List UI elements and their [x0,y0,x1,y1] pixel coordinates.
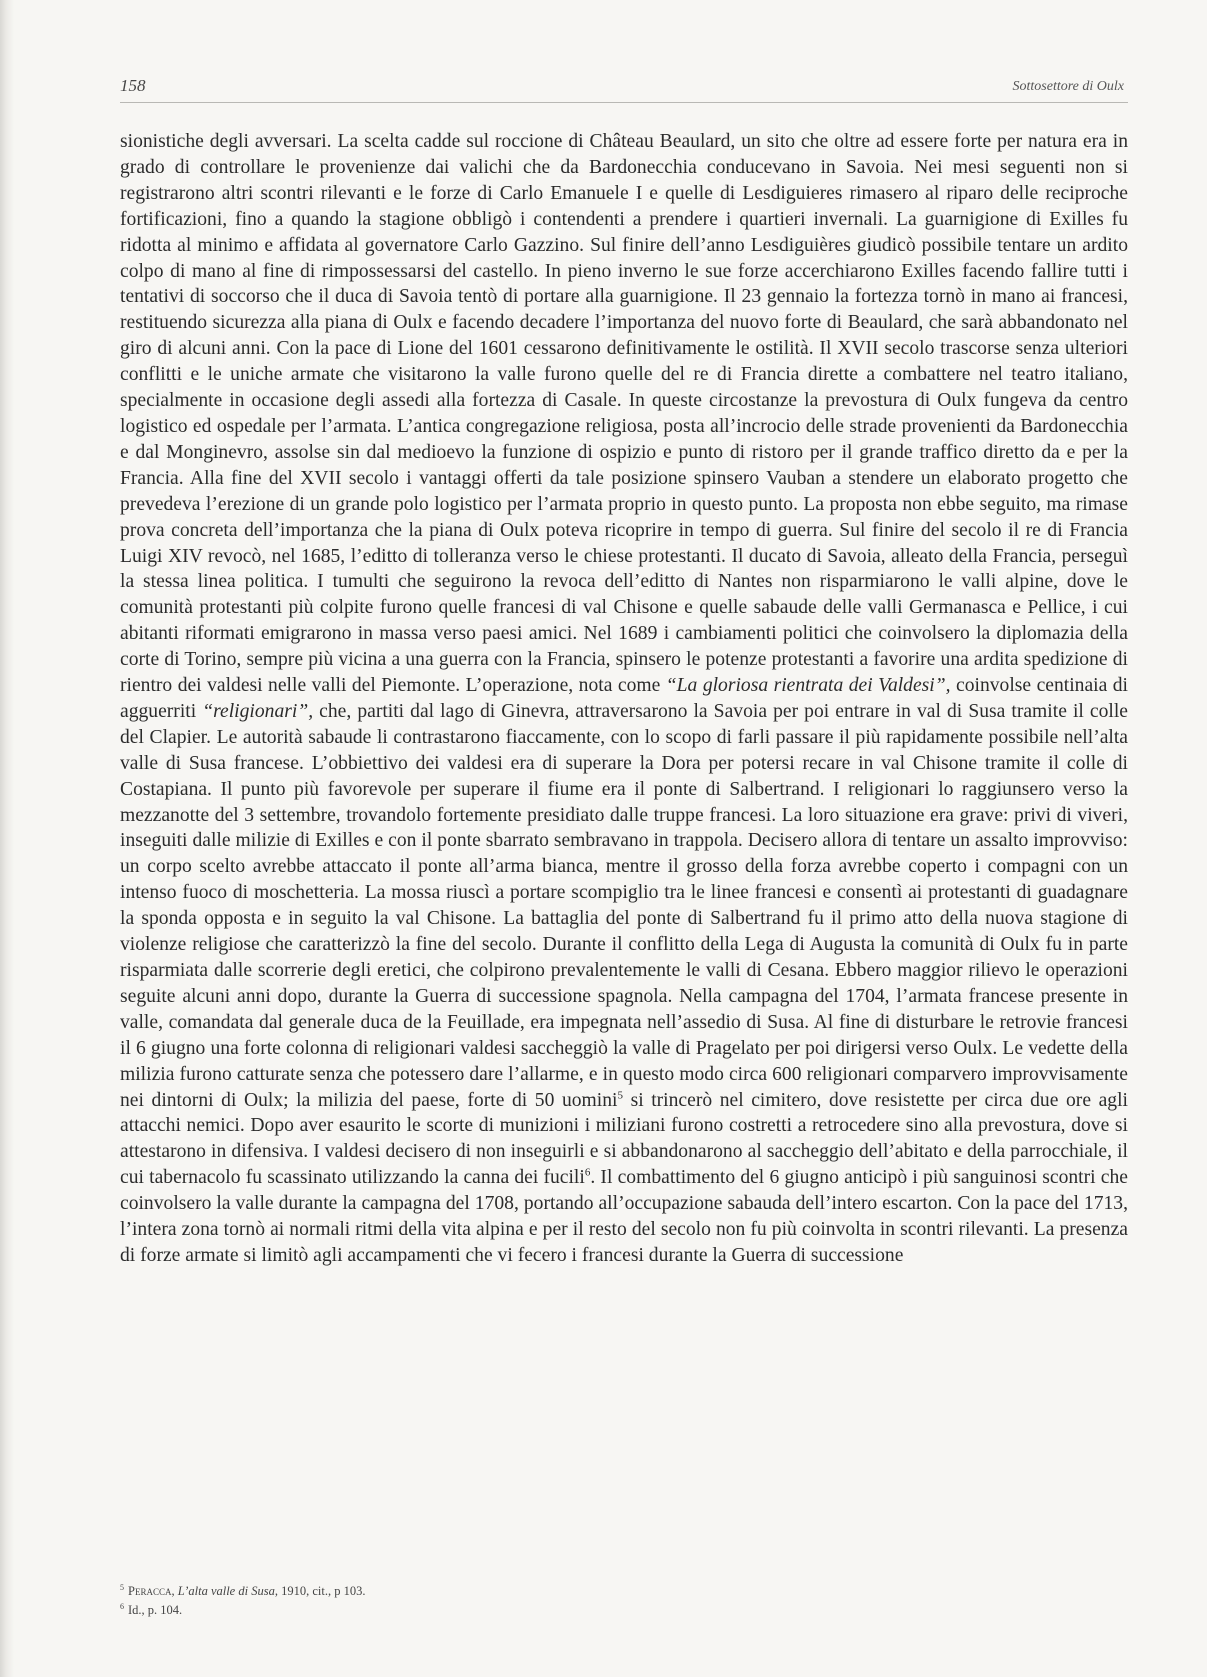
page-number: 158 [120,76,146,95]
footnote-mark: 5 [120,1582,124,1592]
running-title: Sottosettore di Oulx [1012,79,1124,94]
footnote-text: Id., p. 104. [128,1603,183,1617]
text-segment: si trincerò nel cimitero, dove resistette per circa due ore agli attacchi nemici. Dopo aver esaurito le scorte di munizioni i miliziani furono costretti a retrocedere sino alla prevostura, dove si attestarono in difensiva. I valdesi decisero di non inseguirli e si abbandonarono al saccheggio dell’abitato e della parrocchiale, il cui tabernacolo fu scassinato utilizzando la canna dei fucili [120,1089,1128,1189]
footnote-rest: , 1910, cit., p 103. [274,1584,366,1598]
text-segment: sionistiche degli avversari. La scelta cadde sul roccione di Château Beaulard, un sito che oltre ad essere forte per natura era in grado di controllare le provenienze dai valichi che da Bardonecchia conducevano in Savoia. Nei mesi seguenti non si registrarono altri scontri rilevanti e le forze di Carlo Emanuele I e quelle di Lesdiguieres rimasero al riparo delle reciproche fortificazioni, fino a quando la stagione obbligò i contendenti a prendere i quartieri invernali. La guarnigione di Exilles fu ridotta al minimo e affidata al governatore Carlo Gazzino. Sul finire dell’anno Lesdiguières giudicò possibile tentare un ardito colpo di mano al fine di rimpossessarsi del castello. In pieno inverno le sue forze accerchiarono Exilles facendo fallire tutti i tentativi di soccorso che il duca di Savoia tentò di portare alla guarnigione. Il 23 gennaio la fortezza tornò in mano ai francesi, restituendo sicurezza alla piana di Oulx e facendo decadere l’importanza del nuovo forte di Beaulard, che sarà abbandonato nel giro di alcuni anni. Con la pace di Lione del 1601 cessarono definitivamente le ostilità. Il XVII secolo trascorse senza ulteriori conflitti e le uniche armate che visitarono la valle furono quelle del re di Francia dirette a combattere nel teatro italiano, specialmente in occasione degli assedi alla fortezza di Casale. In queste circostanze la prevostura di Oulx fungeva da centro logistico ed ospedale per l’armata. L’antica congregazione religiosa, posta all’incrocio delle strade provenienti da Bardonecchia e dal Monginevro, assolse sin dal medioevo la funzione di ospizio e punto di ristoro per il grande traffico diretto da e per la Francia. Alla fine del XVII secolo i vantaggi offerti da tale posizione spinsero Vauban a stendere un elaborato progetto che prevedeva l’erezione di un grande polo logistico per l’armata proprio in questo punto. La proposta non ebbe seguito, ma rimase prova concreta dell’importanza che la piana di Oulx poteva ricoprire in tempo di guerra. Sul finire del secolo il re di Francia Luigi XIV revocò, nel 1685, l’editto di tolleranza verso le chiese protestanti. Il ducato di Savoia, alleato della Francia, perseguì la stessa linea politica. I tumulti che seguirono la revoca dell’editto di Nantes non risparmiarono le valli alpine, dove le comunità protestanti più colpite furono quelle francesi di val Chisone e quelle sabaude delle valli Germanasca e Pellice, i cui abitanti riformati emigrarono in massa verso paesi amici. Nel 1689 i cambiamenti politici che coinvolsero la diplomazia della corte di Torino, sempre più vicina a una guerra con la Francia, spinsero le potenze protestanti a favorire una ardita spedizione di rientro dei valdesi nelle valli del Piemonte. L’operazione, nota come [120,131,1128,697]
text-segment: coinvolse centinaia di agguerriti [120,675,1128,722]
text-segment: che, partiti dal lago di Ginevra, attraversarono la Savoia per poi entrare in val di Susa tramite il colle del Clapier. Le autorità sabaude li contrastarono fiaccamente, con lo scopo di farli passare il più rapidamente possibile nell’alta valle di Susa francese. L’obbiettivo dei valdesi era di superare la Dora per potersi recare in val Chisone tramite il colle di Costapiana. Il punto più favorevole per superare il fiume era il ponte di Salbertrand. I religionari lo raggiunsero verso la mezzanotte del 3 settembre, trovandolo fortemente presidiato dalle truppe francesi. La loro situazione era grave: privi di viveri, inseguiti dalle milizie di Exilles e con il ponte sbarrato sembravano in trappola. Decisero allora di tentare un assalto improvviso: un corpo scelto avrebbe attaccato il ponte all’arma bianca, mentre il grosso della forza avrebbe coperto i compagni con un intenso fuoco di moschetteria. La mossa riuscì a portare scompiglio tra le linee francesi e consentì ai protestanti di guadagnare la sponda opposta e in seguito la val Chisone. La battaglia del ponte di Salbertrand fu il primo atto della nuova stagione di violenze religiose che caratterizzò la fine del secolo. Durante il conflitto della Lega di Augusta la comunità di Oulx fu in parte risparmiata dalle scorrerie degli eretici, che colpirono prevalentemente le valli di Cesana. Ebbero maggior rilievo le operazioni seguite alcuni anni dopo, durante la Guerra di successione spagnola. Nella campagna del 1704, l’armata francese presente in valle, comandata dal generale duca de la Feuillade, era impegnata nell’assedio di Susa. Al fine di disturbare le retrovie francesi il 6 giugno una forte colonna di religionari valdesi saccheggiò la valle di Pragelato per poi dirigersi verso Oulx. Le vedette della milizia furono catturate senza che potessero dare l’allarme, e in questo modo circa 600 religionari comparvero improvvisamente nei dintorni di Oulx; la milizia del paese, forte di 50 uomini [120,700,1128,1111]
footnote-author: Peracca [128,1584,172,1598]
footnotes [120,1582,820,1620]
body-paragraph [120,129,1128,1269]
footnote-mark: 6 [120,1601,124,1611]
footnote-sep: , [171,1584,178,1598]
footnote-title: L’alta valle di Susa [177,1584,275,1598]
footnote-item [120,1582,820,1601]
book-spine-shadow [0,0,14,1677]
italic-quote-title: “La gloriosa rientrata dei Valdesi”, [665,675,951,697]
footnote-item [120,1601,820,1620]
page-header [120,76,1128,103]
footnote-ref-6[interactable]: 6 [584,1166,591,1179]
text-segment: . Il combattimento del 6 giugno anticipò i più sanguinosi scontri che coinvolsero la valle durante la campagna del 1708, portando all’occupazione sabauda dell’intero escarton. Con la pace del 1713, l’intera zona tornò ai normali ritmi della vita alpina e per il resto del secolo non fu più coinvolta in scontri rilevanti. La presenza di forze armate si limitò agli accampamenti che vi fecero i francesi durante la Guerra di successione [120,1167,1128,1266]
italic-quote-religionari: “religionari”, [202,700,314,722]
footnote-ref-5[interactable]: 5 [617,1089,623,1101]
